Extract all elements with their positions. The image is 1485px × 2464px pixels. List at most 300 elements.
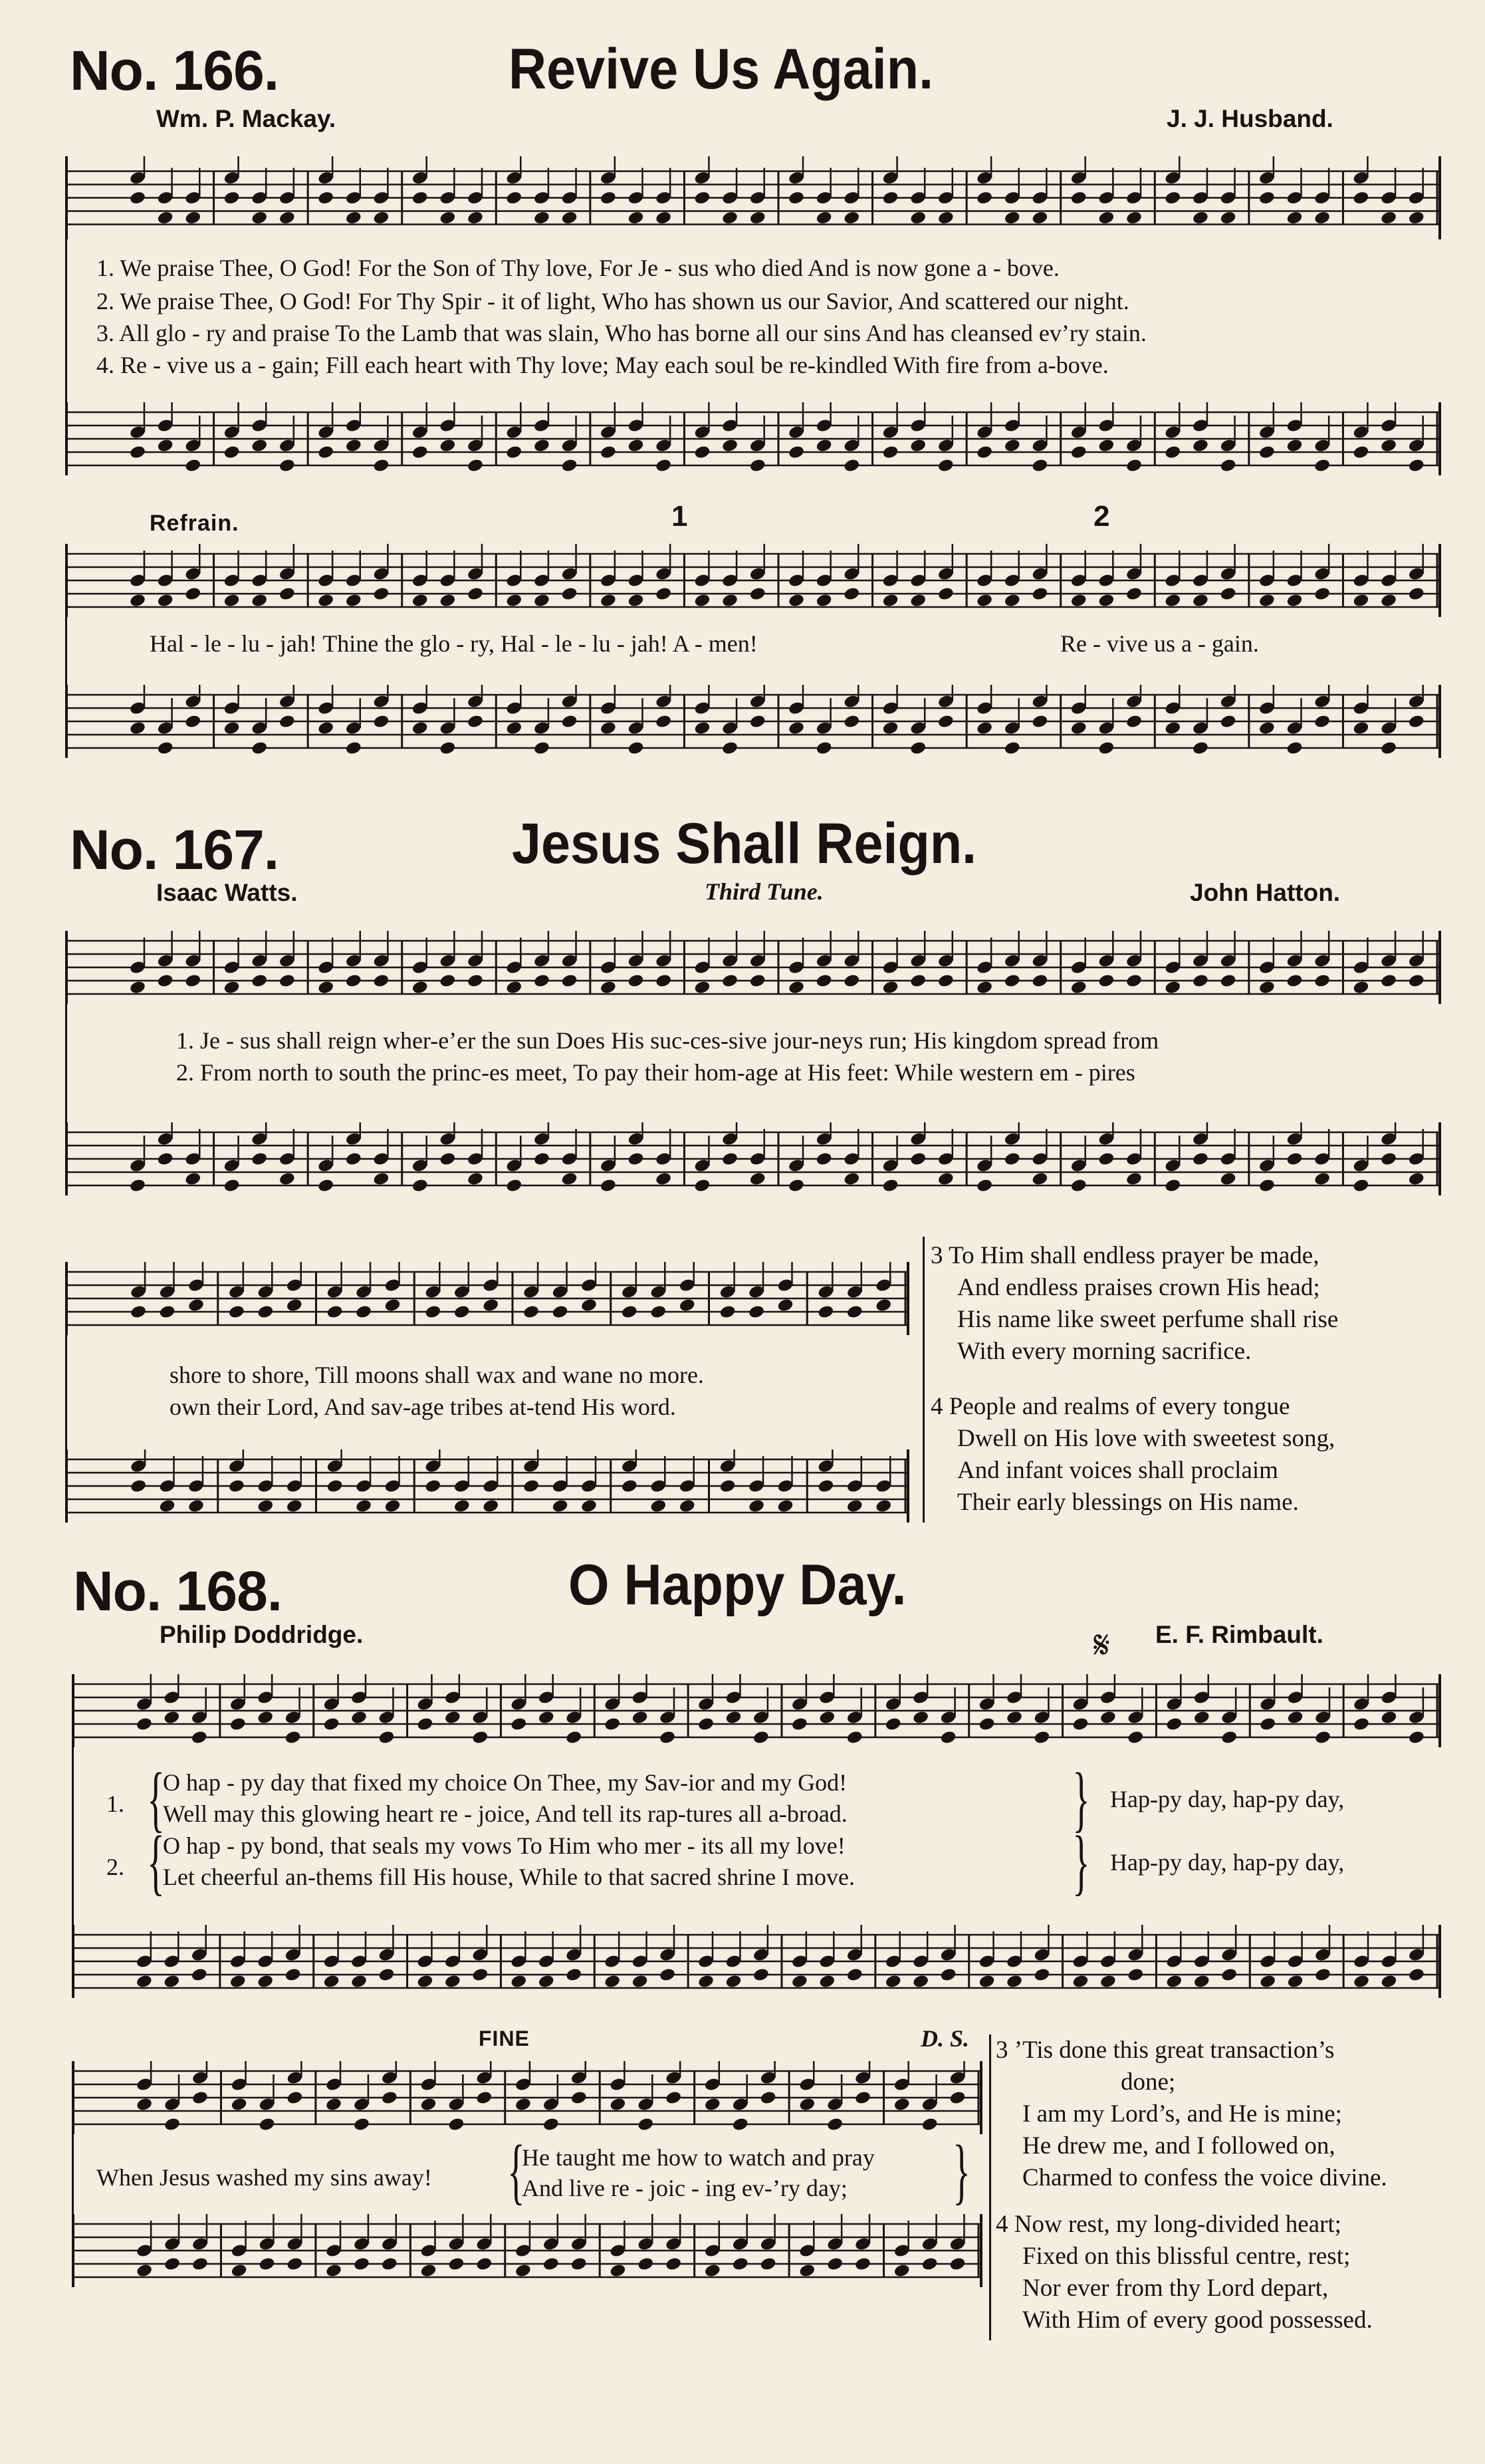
notehead (164, 2257, 181, 2272)
notehead (600, 980, 617, 995)
notehead (1192, 973, 1209, 989)
notehead (978, 1974, 995, 1989)
notehead (1314, 973, 1331, 989)
notehead (1097, 1152, 1115, 1167)
notehead (471, 1730, 489, 1745)
notehead (471, 1967, 489, 1983)
notehead (1164, 1178, 1181, 1193)
notehead (1031, 458, 1048, 473)
notehead (791, 1974, 808, 1989)
notehead (816, 210, 833, 225)
notehead (378, 1730, 395, 1745)
notehead (1314, 1730, 1331, 1745)
notehead (949, 2090, 966, 2106)
notehead (560, 1171, 578, 1187)
notehead (560, 210, 578, 225)
notehead (604, 1717, 621, 1732)
notehead (816, 973, 833, 989)
notehead (191, 2090, 209, 2106)
verse-number: 2. (106, 1854, 124, 1880)
notehead (157, 973, 174, 989)
notehead (881, 445, 899, 460)
notehead (939, 1730, 957, 1745)
stanza-3: 3 To Him shall endless prayer be made, And endless praises crown His head; His name like sweet perfume shall rise With every morning sacrifice. (931, 1242, 1339, 1365)
notehead (843, 210, 860, 225)
notehead (637, 2117, 654, 2132)
verse-line: 3. All glo - ry and praise To the Lamb that was slain, Who has borne all our sins And has cleansed ev’ry stain. (96, 320, 1147, 346)
notehead (136, 1717, 153, 1732)
staff-notation (68, 156, 1438, 239)
notehead (1219, 210, 1236, 225)
notehead (1165, 1974, 1183, 1989)
notehead (1258, 593, 1276, 608)
notehead (1193, 1974, 1210, 1989)
notehead (1072, 1974, 1089, 1989)
notehead (725, 1710, 742, 1725)
tune-name: Third Tune. (705, 878, 824, 905)
notehead (816, 593, 833, 608)
notehead (875, 1499, 892, 1514)
notehead (1408, 1171, 1425, 1187)
notehead (1352, 593, 1369, 608)
notehead (258, 2257, 275, 2272)
notehead (627, 973, 644, 989)
notehead (976, 593, 993, 608)
notehead (191, 1730, 208, 1745)
notehead (885, 1717, 902, 1732)
notehead (885, 1974, 902, 1989)
stanza-4: 4 Now rest, my long-divided heart; Fixed on this blissful centre, rest; Nor ever from thy Lord depart, With Him of every good possessed. (996, 2211, 1373, 2334)
notehead (184, 210, 201, 225)
hymn-title: Jesus Shall Reign. (512, 812, 977, 876)
notehead (317, 445, 334, 460)
notehead (621, 1479, 638, 1494)
notehead (976, 190, 993, 205)
notehead (228, 1479, 245, 1494)
verse-line: 2. From north to south the princ-es meet, To pay their hom-age at His feet: While western em - pires (176, 1059, 1135, 1086)
notehead (411, 980, 429, 995)
notehead (163, 1974, 180, 1989)
notehead (129, 1178, 146, 1193)
notehead (621, 1304, 638, 1320)
notehead (1192, 210, 1209, 225)
notehead (384, 1499, 401, 1514)
notehead (317, 593, 334, 608)
notehead (447, 2117, 465, 2132)
notehead (843, 1171, 860, 1187)
notehead (776, 1298, 794, 1313)
notehead (704, 2097, 721, 2112)
notehead (345, 210, 362, 225)
continuation-line: shore to shore, Till moons shall wax and wane no more. (170, 1362, 704, 1388)
notehead (909, 973, 927, 989)
notehead (937, 973, 955, 989)
notehead (1033, 1967, 1050, 1983)
notehead (816, 1152, 833, 1167)
brace: { (147, 1821, 165, 1902)
notehead (467, 586, 484, 602)
notehead (791, 1717, 808, 1732)
notehead (817, 1304, 834, 1320)
notehead (136, 2097, 153, 2112)
staff-notation (68, 1449, 907, 1523)
notehead (881, 1178, 899, 1193)
notehead (384, 1298, 401, 1313)
notehead (1352, 980, 1369, 995)
notehead (1286, 593, 1303, 608)
notehead (719, 1479, 737, 1494)
notehead (411, 190, 429, 205)
notehead (372, 714, 390, 729)
notehead (286, 1499, 303, 1514)
ending-2: 2 (1093, 500, 1111, 533)
notehead (538, 1710, 555, 1725)
notehead (721, 1152, 739, 1167)
notehead (1286, 973, 1303, 989)
notehead (693, 980, 711, 995)
notehead (721, 438, 739, 453)
notehead (1258, 190, 1276, 205)
notehead (372, 210, 390, 225)
notehead (505, 190, 522, 205)
notehead (749, 1171, 766, 1187)
notehead (1380, 973, 1397, 989)
notehead (257, 1499, 274, 1514)
notehead (976, 980, 993, 995)
notehead (600, 593, 617, 608)
notehead (129, 445, 146, 460)
notehead (251, 1152, 268, 1167)
notehead (223, 1178, 240, 1193)
notehead (1286, 741, 1303, 756)
notehead (1220, 1730, 1238, 1745)
notehead (533, 1152, 550, 1167)
staff-notation (68, 1122, 1438, 1195)
notehead (279, 458, 296, 473)
notehead (631, 1974, 648, 1989)
notehead (157, 438, 174, 453)
notehead (748, 1304, 765, 1320)
hymn-title: Revive Us Again. (509, 37, 934, 101)
notehead (439, 741, 456, 756)
notehead (1127, 1967, 1144, 1983)
notehead (749, 714, 766, 729)
notehead (843, 586, 860, 602)
notehead (372, 973, 390, 989)
notehead (187, 1298, 205, 1313)
notehead (655, 210, 672, 225)
notehead (191, 1967, 208, 1983)
treble-staff (65, 1262, 909, 1335)
segno-icon: 𝄋 (1093, 1622, 1110, 1667)
verse-line: 4. Re - vive us a - gain; Fill each heart with Thy love; May each soul be re-kindled With fire from a-bove. (96, 352, 1109, 378)
verse-2-line: Let cheerful an-thems fill His house, While to that sacred shrine I move. (163, 1864, 856, 1890)
verse-line: 2. We praise Thee, O God! For Thy Spir - it of light, Who has shown us our Savior, And scattered our night. (96, 288, 1129, 314)
notehead (411, 593, 429, 608)
notehead (881, 980, 899, 995)
notehead (909, 593, 927, 608)
notehead (130, 1304, 147, 1320)
notehead (655, 586, 672, 602)
notehead (776, 1499, 794, 1514)
notehead (317, 190, 334, 205)
notehead (1004, 1152, 1021, 1167)
notehead (439, 593, 456, 608)
notehead (223, 980, 240, 995)
notehead (1286, 210, 1303, 225)
hymn-number: No. 168. (73, 1560, 283, 1622)
notehead (912, 1974, 929, 1989)
notehead (846, 1499, 863, 1514)
notehead (565, 1730, 582, 1745)
notehead (1031, 586, 1048, 602)
stanza-3: 3 ’Tis done this great transaction’s done; I am my Lord’s, and He is mine; He drew me, and I followed on, Charmed to confess the voice divine. (996, 2036, 1387, 2191)
notehead (693, 721, 711, 736)
notehead (284, 1730, 301, 1745)
notehead (721, 973, 739, 989)
hymn-title: O Happy Day. (568, 1553, 907, 1617)
notehead (223, 721, 240, 736)
author: Isaac Watts. (156, 879, 298, 906)
notehead (627, 741, 644, 756)
notehead (322, 1717, 340, 1732)
notehead (345, 1152, 362, 1167)
notehead (788, 980, 805, 995)
notehead (570, 2257, 588, 2272)
notehead (1286, 1152, 1303, 1167)
continuation-line: own their Lord, And sav-age tribes at-tend His word. (170, 1394, 676, 1420)
notehead (649, 1304, 667, 1320)
notehead (1380, 438, 1397, 453)
notehead (909, 210, 927, 225)
notehead (505, 445, 522, 460)
author: Wm. P. Mackay. (156, 105, 336, 132)
notehead (184, 1171, 201, 1187)
notehead (505, 593, 522, 608)
notehead (1125, 714, 1143, 729)
bass-staff (65, 1122, 1441, 1195)
notehead (355, 1304, 372, 1320)
notehead (439, 973, 456, 989)
notehead (229, 1974, 247, 1989)
notehead (693, 1178, 711, 1193)
notehead (1033, 1730, 1050, 1745)
notehead (1072, 1717, 1089, 1732)
notehead (1314, 714, 1331, 729)
hymn-number: No. 167. (70, 818, 279, 881)
notehead (514, 2263, 532, 2279)
notehead (1164, 721, 1181, 736)
notehead (826, 2117, 844, 2132)
notehead (1258, 721, 1276, 736)
notehead (1125, 458, 1143, 473)
notehead (679, 1499, 696, 1514)
notehead (467, 210, 484, 225)
notehead (1408, 1730, 1425, 1745)
notehead (1219, 714, 1236, 729)
notehead (475, 2257, 493, 2272)
notehead (411, 721, 429, 736)
notehead (600, 445, 617, 460)
notehead (604, 1974, 621, 1989)
notehead (447, 2257, 465, 2272)
notehead (937, 1171, 955, 1187)
notehead (846, 1967, 863, 1983)
notehead (286, 2257, 303, 2272)
notehead (416, 1974, 433, 1989)
notehead (345, 741, 362, 756)
notehead (1004, 593, 1021, 608)
notehead (1219, 1171, 1236, 1187)
notehead (1070, 980, 1087, 995)
notehead (350, 1974, 368, 1989)
notehead (1004, 741, 1021, 756)
notehead (627, 1152, 644, 1167)
notehead (453, 1499, 471, 1514)
notehead (732, 2117, 749, 2132)
notehead (1314, 458, 1331, 473)
notehead (1070, 445, 1087, 460)
notehead (816, 438, 833, 453)
notehead (816, 741, 833, 756)
notehead (136, 2263, 153, 2279)
notehead (1380, 1974, 1397, 1989)
notehead (1192, 741, 1209, 756)
notehead (843, 973, 860, 989)
notehead (129, 980, 146, 995)
notehead (697, 1717, 715, 1732)
notehead (1125, 973, 1143, 989)
notehead (467, 714, 484, 729)
notehead (600, 1178, 617, 1193)
notehead (223, 445, 240, 460)
notehead (846, 1304, 863, 1320)
verse-2-line: O hap - py bond, that seals my vows To Him who mer - its all my love! (163, 1832, 846, 1859)
notehead (163, 1710, 180, 1725)
hymn-number: No. 166. (70, 39, 279, 102)
notehead (843, 458, 860, 473)
notehead (978, 1717, 995, 1732)
notehead (909, 438, 927, 453)
brace: { (507, 2130, 525, 2211)
notehead (482, 1499, 499, 1514)
notehead (649, 1499, 667, 1514)
bass-staff (65, 685, 1441, 758)
notehead (937, 714, 955, 729)
bass-staff (65, 1449, 909, 1523)
notehead (580, 1298, 598, 1313)
notehead (279, 714, 296, 729)
brace: { (147, 1758, 165, 1839)
notehead (482, 1298, 499, 1313)
notehead (1004, 973, 1021, 989)
stanza-4: 4 People and realms of every tongue Dwell on His love with sweetest song, And infant voices shall proclaim Their early blessings on His name. (931, 1393, 1335, 1516)
verse-1-line: Well may this glowing heart re - joice, And tell its rap-tures all a-broad. (163, 1800, 848, 1827)
notehead (317, 1178, 334, 1193)
notehead (1380, 741, 1397, 756)
notehead (1164, 980, 1181, 995)
notehead (522, 1479, 540, 1494)
notehead (187, 1499, 205, 1514)
notehead (251, 741, 268, 756)
notehead (157, 210, 174, 225)
notehead (693, 190, 711, 205)
verse-line: 1. Je - sus shall reign wher-e’er the sun Does His suc-ces-sive jour-neys run; His kingdom spread from (176, 1027, 1159, 1054)
verse-number: 1. (106, 1790, 124, 1817)
notehead (551, 1304, 568, 1320)
staff-notation (68, 1262, 907, 1335)
notehead (505, 721, 522, 736)
notehead (1259, 1974, 1276, 1989)
notehead (1353, 1717, 1370, 1732)
notehead (505, 1178, 522, 1193)
notehead (411, 1178, 429, 1193)
staff-notation (74, 2214, 980, 2287)
notehead (1286, 1710, 1304, 1725)
notehead (665, 2257, 682, 2272)
notehead (317, 721, 334, 736)
notehead (1258, 445, 1276, 460)
notehead (881, 721, 899, 736)
notehead (1380, 210, 1397, 225)
notehead (560, 458, 578, 473)
notehead (1352, 1178, 1369, 1193)
notehead (1004, 438, 1021, 453)
notehead (353, 2257, 370, 2272)
notehead (372, 458, 390, 473)
notehead (627, 593, 644, 608)
notehead (749, 210, 766, 225)
notehead (725, 1974, 742, 1989)
brace: } (1072, 1821, 1090, 1902)
notehead (533, 973, 550, 989)
notehead (533, 593, 550, 608)
notehead (223, 190, 240, 205)
notehead (284, 1967, 301, 1983)
notehead (372, 1171, 390, 1187)
notehead (231, 2263, 248, 2279)
notehead (939, 1967, 957, 1983)
notehead (976, 721, 993, 736)
notehead (609, 2263, 626, 2279)
notehead (1219, 973, 1236, 989)
notehead (760, 2257, 777, 2272)
refrain-label: Refrain. (150, 511, 239, 536)
notehead (345, 438, 362, 453)
notehead (565, 1967, 582, 1983)
notehead (748, 1499, 765, 1514)
notehead (788, 1178, 805, 1193)
notehead (355, 1499, 372, 1514)
notehead (570, 2090, 588, 2106)
composer: John Hatton. (1190, 879, 1341, 906)
notehead (1164, 445, 1181, 460)
notehead (854, 2257, 871, 2272)
notehead (893, 2097, 911, 2112)
notehead (510, 1717, 527, 1732)
notehead (679, 1298, 696, 1313)
line-2-lyric: When Jesus washed my sins away! (96, 2164, 432, 2191)
composer: J. J. Husband. (1167, 105, 1333, 132)
notehead (1097, 593, 1115, 608)
notehead (893, 2263, 911, 2279)
notehead (345, 593, 362, 608)
notehead (1193, 1710, 1210, 1725)
notehead (817, 1479, 834, 1494)
notehead (1408, 458, 1425, 473)
refrain-lyric: Hal - le - lu - jah! Thine the glo - ry, Hal - le - lu - jah! A - men! (150, 630, 758, 657)
notehead (875, 1298, 892, 1313)
